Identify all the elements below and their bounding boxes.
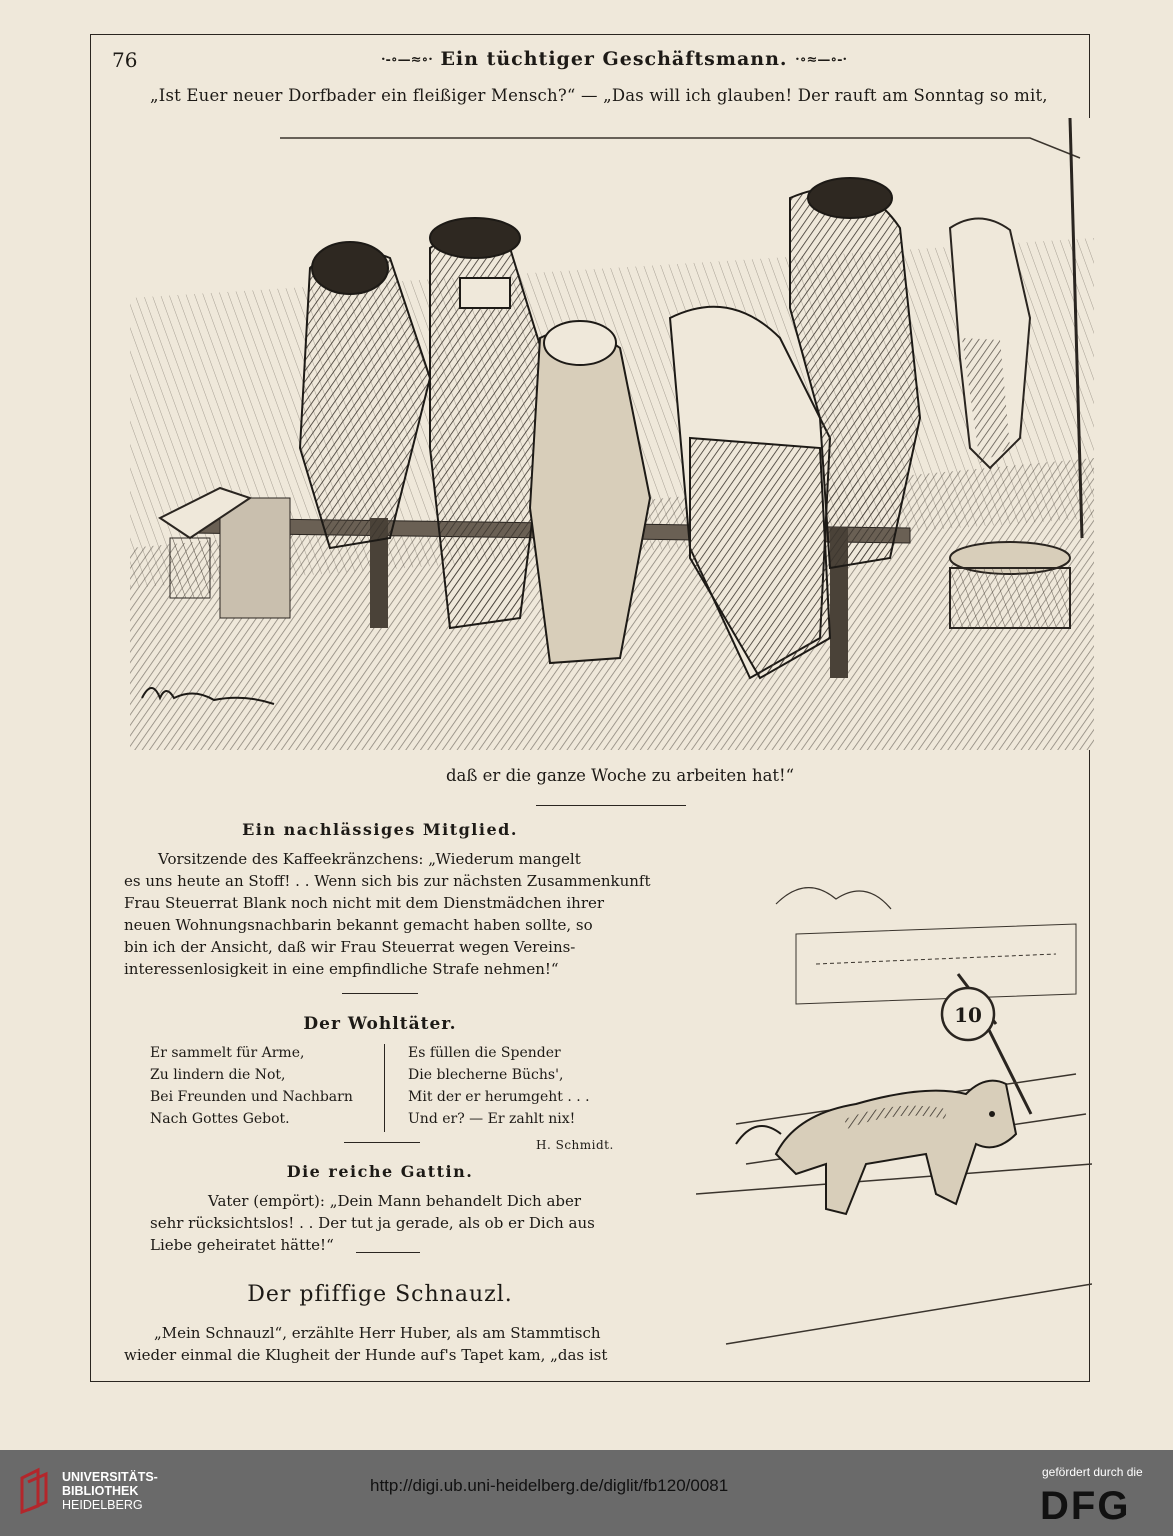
cartoon-caption-top: „Ist Euer neuer Dorfbader ein fleißiger Mensch?“ — „Das will ich glauben! Der rauft am Sonntag so mit, bbox=[150, 86, 1048, 105]
university-line: HEIDELBERG bbox=[62, 1498, 143, 1512]
poem-divider bbox=[384, 1044, 385, 1132]
text-line: sehr rücksichtslos! . . Der tut ja gerade, als ob er Dich aus bbox=[150, 1214, 595, 1232]
poem-line: Die blecherne Büchs', bbox=[408, 1067, 564, 1083]
university-name bbox=[62, 1470, 158, 1512]
dfg-logo: DFG bbox=[1040, 1484, 1131, 1528]
text-line: interessenlosigkeit in eine empfindliche Strafe nehmen!“ bbox=[124, 960, 559, 978]
poem-line: Und er? — Er zahlt nix! bbox=[408, 1111, 576, 1127]
university-line: BIBLIOTHEK bbox=[62, 1484, 139, 1498]
speed-sign-number: 10 bbox=[954, 1003, 982, 1027]
poem-line: Es füllen die Spender bbox=[408, 1045, 561, 1061]
running-title bbox=[374, 48, 854, 70]
section-divider bbox=[342, 993, 418, 994]
poem-title: Der Wohltäter. bbox=[303, 1014, 457, 1034]
funded-by-label: gefördert durch die bbox=[1042, 1465, 1143, 1479]
poem-line: Zu lindern die Not, bbox=[150, 1067, 286, 1083]
cartoon-caption-bottom: daß er die ganze Woche zu arbeiten hat!“ bbox=[446, 766, 795, 785]
text-line: Frau Steuerrat Blank noch nicht mit dem Dienstmädchen ihrer bbox=[124, 894, 605, 912]
poem-line: Nach Gottes Gebot. bbox=[150, 1111, 290, 1127]
ornament-right-icon: ·∘≈—∘-· bbox=[795, 52, 847, 68]
text-line: Vater (empört): „Dein Mann behandelt Dich aber bbox=[208, 1192, 582, 1210]
poem-line: Er sammelt für Arme, bbox=[150, 1045, 305, 1061]
article-title-gattin: Die reiche Gattin. bbox=[286, 1162, 474, 1181]
text-line: Vorsitzende des Kaffeekränzchens: „Wiederum mangelt bbox=[158, 850, 581, 868]
permalink-link[interactable]: http://digi.ub.uni-heidelberg.de/diglit/fb120/0081 bbox=[370, 1476, 729, 1495]
article-body-gattin bbox=[150, 1190, 630, 1256]
poem-line: Mit der er herumgeht . . . bbox=[408, 1089, 590, 1105]
article-body-mitglied bbox=[124, 848, 651, 980]
section-divider bbox=[356, 1252, 420, 1253]
text-line: Liebe geheiratet hätte!“ bbox=[150, 1236, 334, 1254]
poem-author: H. Schmidt. bbox=[536, 1138, 614, 1152]
text-line: neuen Wohnungsnachbarin bekannt gemacht haben sollte, so bbox=[124, 916, 593, 934]
running-title-text: Ein tüchtiger Geschäftsmann. bbox=[440, 48, 788, 70]
dog-illustration bbox=[696, 864, 1092, 1372]
section-divider bbox=[344, 1142, 420, 1143]
ornament-left-icon: ·-∘—≈∘· bbox=[380, 52, 433, 68]
ub-logo-icon bbox=[18, 1466, 52, 1514]
article-title-schnauzl: Der pfiffige Schnauzl. bbox=[247, 1282, 513, 1307]
section-divider bbox=[536, 805, 686, 806]
university-line: UNIVERSITÄTS- bbox=[62, 1470, 158, 1484]
poem-stanza-left bbox=[150, 1042, 353, 1130]
page-number: 76 bbox=[112, 48, 138, 72]
poem-line: Bei Freunden und Nachbarn bbox=[150, 1089, 353, 1105]
barber-shop-illustration bbox=[130, 118, 1094, 750]
article-title-mitglied: Ein nachlässiges Mitglied. bbox=[242, 820, 518, 839]
article-body-schnauzl bbox=[124, 1322, 644, 1366]
poem-stanza-right bbox=[408, 1042, 590, 1130]
text-line: „Mein Schnauzl“, erzählte Herr Huber, als am Stammtisch bbox=[154, 1324, 601, 1342]
text-line: bin ich der Ansicht, daß wir Frau Steuerrat wegen Vereins- bbox=[124, 938, 576, 956]
text-line: es uns heute an Stoff! . . Wenn sich bis zur nächsten Zusammenkunft bbox=[124, 872, 651, 890]
text-line: wieder einmal die Klugheit der Hunde auf's Tapet kam, „das ist bbox=[124, 1346, 608, 1364]
